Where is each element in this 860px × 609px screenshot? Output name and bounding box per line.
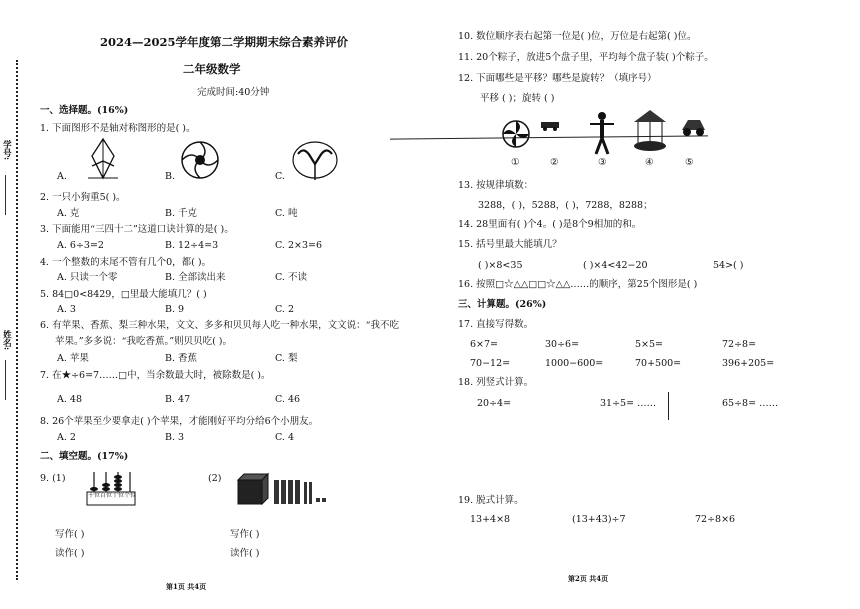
page-footer-right: 第2页 共4页	[568, 574, 609, 583]
q17-item-3: 5×5=	[635, 339, 664, 350]
q5-option-c: C. 2	[275, 304, 295, 315]
base-ten-blocks-figure	[236, 472, 336, 508]
abacus-figure	[85, 470, 137, 506]
q8-option-a: A. 2	[57, 432, 76, 443]
binding-underline-name	[5, 360, 6, 400]
q18-item-2: 31÷5= ……	[600, 398, 657, 409]
q17-item-7: 70+500=	[635, 358, 682, 369]
page-footer-left: 第1页 共4页	[166, 582, 207, 591]
question-3: 3. 下面能用“三四十二”这道口诀计算的是( )。	[40, 224, 234, 235]
q4-option-c: C. 不读	[275, 272, 307, 283]
question-12: 12. 下面哪些是平移？哪些是旋转？（填序号）	[458, 73, 657, 84]
abacus-label-ones: 个位	[124, 492, 137, 499]
write-as-2: 写作( )	[230, 529, 260, 540]
q19-item-3: 72÷8×6	[695, 514, 736, 525]
read-as-2: 读作( )	[230, 548, 260, 559]
figure-1c	[290, 136, 340, 182]
section-calculation: 三、计算题。(26%)	[458, 299, 547, 310]
q6-option-b: B. 香蕉	[165, 353, 198, 364]
binding-dotted-line	[16, 60, 18, 580]
abacus-label-hundreds: 百位	[100, 492, 113, 499]
q18-item-3: 65÷8= ……	[722, 398, 779, 409]
q12-picture-5-vehicle	[678, 112, 708, 142]
q19-item-2: (13+43)÷7	[572, 514, 626, 525]
q15-item-1: ( )×8<35	[478, 260, 523, 271]
question-8: 8. 26个苹果至少要拿走( )个苹果，才能刚好平均分给6个小朋友。	[40, 416, 319, 427]
question-18: 18. 列竖式计算。	[458, 377, 534, 388]
q17-item-6: 1000−600=	[545, 358, 604, 369]
q12-number-1: ①	[511, 157, 520, 168]
section-choice: 一、选择题。(16%)	[40, 105, 129, 116]
exam-title: 2024—2025学年度第二学期期末综合素养评价	[100, 35, 349, 49]
q7-option-b: B. 47	[165, 394, 191, 405]
q1-option-c: C.	[275, 171, 285, 182]
q6-option-a: A. 苹果	[57, 353, 89, 364]
q12-picture-3-skier	[586, 110, 618, 158]
abacus-label-thousands: 千位	[88, 492, 101, 499]
q7-option-a: A. 48	[57, 394, 82, 405]
q19-item-1: 13+4×8	[470, 514, 511, 525]
write-as-1: 写作( )	[55, 529, 85, 540]
q12-number-4: ④	[645, 157, 654, 168]
q5-option-a: A. 3	[57, 304, 76, 315]
q15-item-2: ( )×4<42−20	[583, 260, 648, 271]
question-19: 19. 脱式计算。	[458, 495, 524, 506]
q12-answer-line: 平移 ( )；旋转 ( )	[480, 93, 555, 104]
q2-option-a: A. 克	[57, 208, 80, 219]
q2-option-b: B. 千克	[165, 208, 198, 219]
q1-option-b: B.	[165, 171, 176, 182]
question-6-line1: 6. 有苹果、香蕉、梨三种水果，文文、多多和贝贝每人吃一种水果，文文说：“我不吃	[40, 320, 399, 331]
question-6-line2: 苹果。”多多说：“我吃香蕉。”则贝贝吃( )。	[55, 336, 233, 347]
read-as-1: 读作( )	[55, 548, 85, 559]
question-2: 2. 一只小狗重5( )。	[40, 192, 126, 203]
section-fill-in: 二、填空题。(17%)	[40, 451, 129, 462]
q5-option-b: B. 9	[165, 304, 185, 315]
figure-1a	[82, 136, 124, 182]
q13-sequence: 3288，( )，5288，( )，7288，8288；	[478, 200, 653, 211]
question-17: 17. 直接写得数。	[458, 319, 534, 330]
question-7: 7. 在★÷6=7……□中，当余数最大时，被除数是( )。	[40, 370, 271, 381]
question-9-1: 9. (1)	[40, 473, 66, 484]
q3-option-b: B. 12÷4=3	[165, 240, 219, 251]
question-16: 16. 按照□☆△△□□☆△△……的顺序，第25个图形是( )	[458, 279, 698, 290]
exam-time: 完成时间:40分钟	[197, 87, 270, 98]
q3-option-c: C. 2×3=6	[275, 240, 323, 251]
q7-option-c: C. 46	[275, 394, 301, 405]
q17-item-8: 396+205=	[722, 358, 775, 369]
q12-number-5: ⑤	[685, 157, 694, 168]
binding-label-student-id: 学号:	[1, 140, 12, 161]
q4-option-a: A. 只读一个零	[57, 272, 118, 283]
question-13: 13. 按规律填数：	[458, 180, 534, 191]
question-14: 14. 28里面有( )个4。( )是8个9相加的和。	[458, 219, 642, 230]
q15-item-3: 54>( )	[713, 260, 744, 271]
question-1: 1. 下面图形不是轴对称图形的是( )。	[40, 123, 196, 134]
question-4: 4. 一个整数的末尾不管有几个0，都( )。	[40, 257, 212, 268]
q4-option-b: B. 全部读出来	[165, 272, 226, 283]
q17-item-5: 70−12=	[470, 358, 511, 369]
question-15: 15. 括号里最大能填几？	[458, 239, 562, 250]
q12-number-3: ③	[598, 157, 607, 168]
figure-1b	[180, 140, 220, 180]
q1-option-a: A.	[57, 171, 67, 182]
q8-option-c: C. 4	[275, 432, 295, 443]
exam-subtitle: 二年级数学	[183, 62, 241, 76]
q17-item-1: 6×7=	[470, 339, 499, 350]
q3-option-a: A. 6÷3=2	[57, 240, 104, 251]
binding-underline-id	[5, 175, 6, 215]
question-11: 11. 20个粽子，放进5个盘子里，平均每个盘子装( )个粽子。	[458, 52, 714, 63]
q12-number-2: ②	[550, 157, 559, 168]
binding-label-name: 姓名:	[1, 330, 12, 351]
question-10: 10. 数位顺序表右起第一位是( )位，万位是右起第( )位。	[458, 31, 697, 42]
q12-picture-2-train	[538, 118, 564, 132]
abacus-label-tens: 十位	[112, 492, 125, 499]
q17-item-4: 72÷8=	[722, 339, 757, 350]
q17-item-2: 30÷6=	[545, 339, 580, 350]
q12-picture-1-pinwheel	[500, 118, 532, 150]
q12-picture-4-carousel	[632, 108, 668, 154]
q2-option-c: C. 吨	[275, 208, 298, 219]
question-5: 5. 84□0<8429，□里最大能填几？( )	[40, 289, 207, 300]
q18-item-1: 20÷4=	[477, 398, 512, 409]
q6-option-c: C. 梨	[275, 353, 298, 364]
q8-option-b: B. 3	[165, 432, 185, 443]
q18-vertical-mark	[668, 392, 669, 420]
question-9-2: (2)	[208, 473, 222, 484]
